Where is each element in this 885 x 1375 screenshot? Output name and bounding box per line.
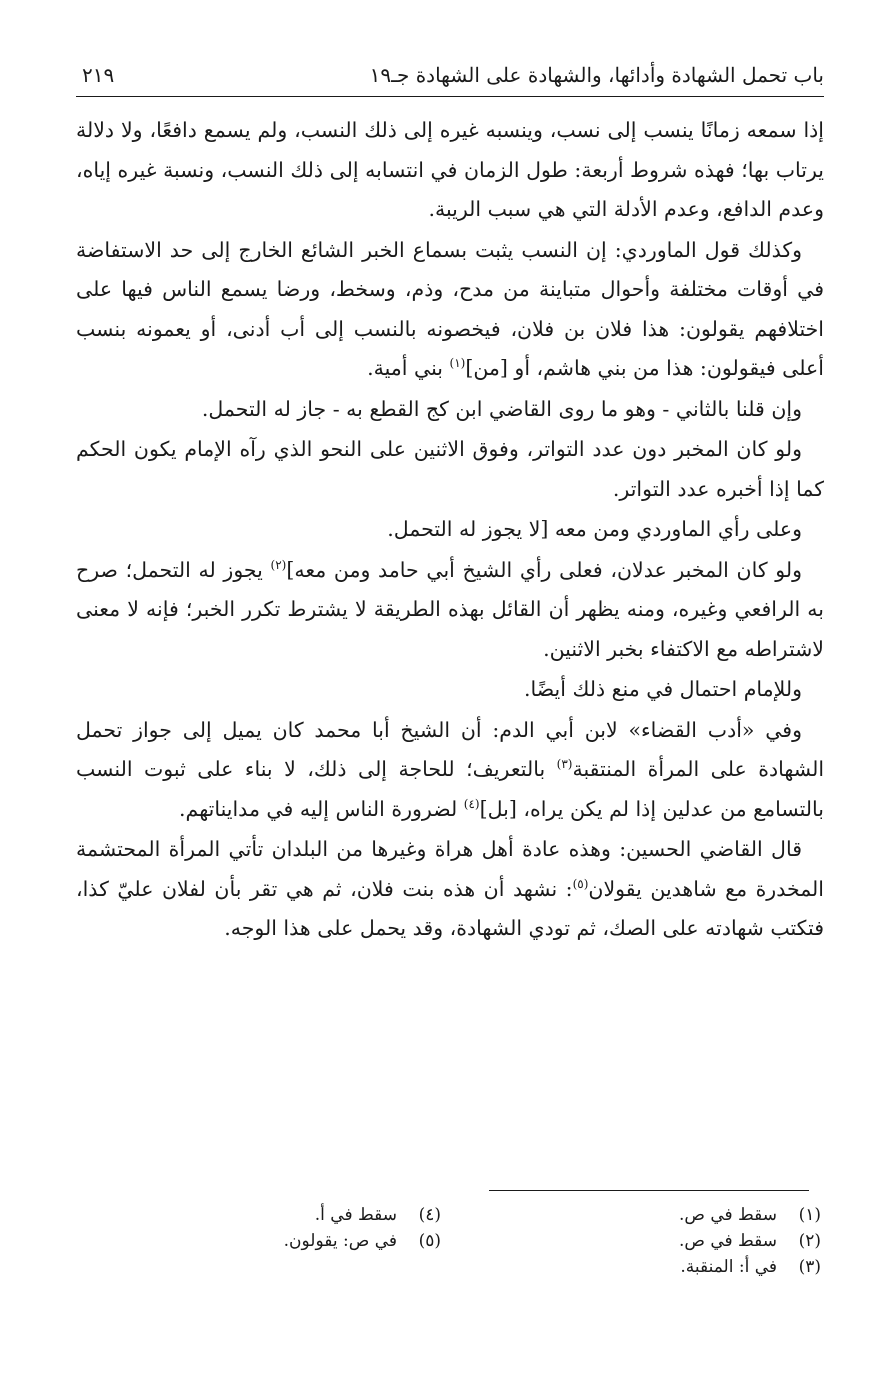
paragraph: قال القاضي الحسين: وهذه عادة أهل هراة وغيرها من البلدان تأتي المرأة المحتشمة المخدرة مع شاهدين يقولان$^{(٥)}$: نشهد أن هذه بنت فلان، ثم هي تقر بأن لفلان عليّ كذا، فتكتب شهادته على الصك، ثم تودي الشهادة، وقد يحمل على هذا الوجه. bbox=[76, 837, 824, 940]
footnote-item: (١)سقط في ص. bbox=[678, 1205, 821, 1225]
footnote-column-right bbox=[679, 1202, 821, 1280]
paragraph: وكذلك قول الماوردي: إن النسب يثبت بسماع الخبر الشائع الخارج إلى حد الاستفاضة في أوقات مختلفة وأحوال متباينة من مدح، وذم، وسخط، ورضا يسمع الناس فيها على اختلافهم يقولون: هذا فلان بن فلان، فيخصونه بالنسب إلى أب أدنى، أو يعمونه بنسب أعلى فيقولون: هذا من بني هاشم، أو [من]$^{(١)}$ بني أمية. bbox=[76, 237, 824, 380]
paragraph: ولو كان المخبر دون عدد التواتر، وفوق الاثنين على النحو الذي رآه الإمام يكون الحكم كما إذا أخبره عدد التواتر. bbox=[76, 437, 824, 501]
footnote-marker[interactable]: (٣) bbox=[556, 757, 573, 772]
footnote-column-left bbox=[284, 1202, 441, 1254]
footnote-item: (٥)في ص: يقولون. bbox=[283, 1231, 441, 1251]
footnote-marker[interactable]: (٢) bbox=[270, 557, 287, 572]
paragraph: ولو كان المخبر عدلان، فعلى رأي الشيخ أبي حامد ومن معه]$^{(٢)}$ يجوز له التحمل؛ صرح به الرافعي وغيره، ومنه يظهر أن القائل بهذه الطريقة لا يشترط تكرر الخبر؛ فإنه لا معنى لاشتراطه مع الاكتفاء بخبر الاثنين. bbox=[76, 557, 824, 661]
footnote-item: (٢)سقط في ص. bbox=[678, 1231, 821, 1251]
paragraph: وإن قلنا بالثاني - وهو ما روى القاضي ابن كج القطع به - جاز له التحمل. bbox=[201, 396, 802, 421]
footnote-item: (٤)سقط في أ. bbox=[314, 1205, 441, 1225]
main-text bbox=[76, 111, 824, 949]
footnote-item: (٣)في أ: المنقبة. bbox=[680, 1257, 821, 1277]
footnote-marker[interactable]: (٥) bbox=[572, 876, 589, 891]
paragraph: وفي «أدب القضاء» لابن أبي الدم: أن الشيخ أبا محمد كان يميل إلى جواز تحمل الشهادة على المرأة المنتقبة$^{(٣)}$ بالتعريف؛ للحاجة إلى ذلك، لا بناء على ثبوت النسب بالتسامع من عدلين إذا لم يكن يراه، [بل]$^{(٤)}$ لضرورة الناس إليه في مدايناتهم. bbox=[76, 717, 825, 821]
paragraph: وللإمام احتمال في منع ذلك أيضًا. bbox=[524, 677, 802, 701]
footnote-marker[interactable]: (٤) bbox=[463, 796, 480, 811]
page-number: ٢١٩ bbox=[82, 63, 115, 87]
running-header bbox=[76, 56, 824, 97]
book-page bbox=[76, 56, 824, 950]
footnote-divider bbox=[489, 1190, 809, 1191]
paragraph: إذا سمعه زمانًا ينسب إلى نسب، وينسبه غيره إلى ذلك النسب، ولم يسمع دافعًا، ولا دلالة يرتاب بها؛ فهذه شروط أربعة: طول الزمان في انتسابه إلى ذلك النسب، ونسبة غيره إياه، وعدم الدافع، وعدم الأدلة التي هي سبب الريبة. bbox=[76, 118, 824, 221]
footnote-marker[interactable]: (١) bbox=[449, 356, 466, 371]
chapter-title: باب تحمل الشهادة وأدائها، والشهادة على الشهادة جـ١٩ bbox=[369, 63, 824, 87]
paragraph: وعلى رأي الماوردي ومن معه [لا يجوز له التحمل. bbox=[387, 517, 802, 541]
